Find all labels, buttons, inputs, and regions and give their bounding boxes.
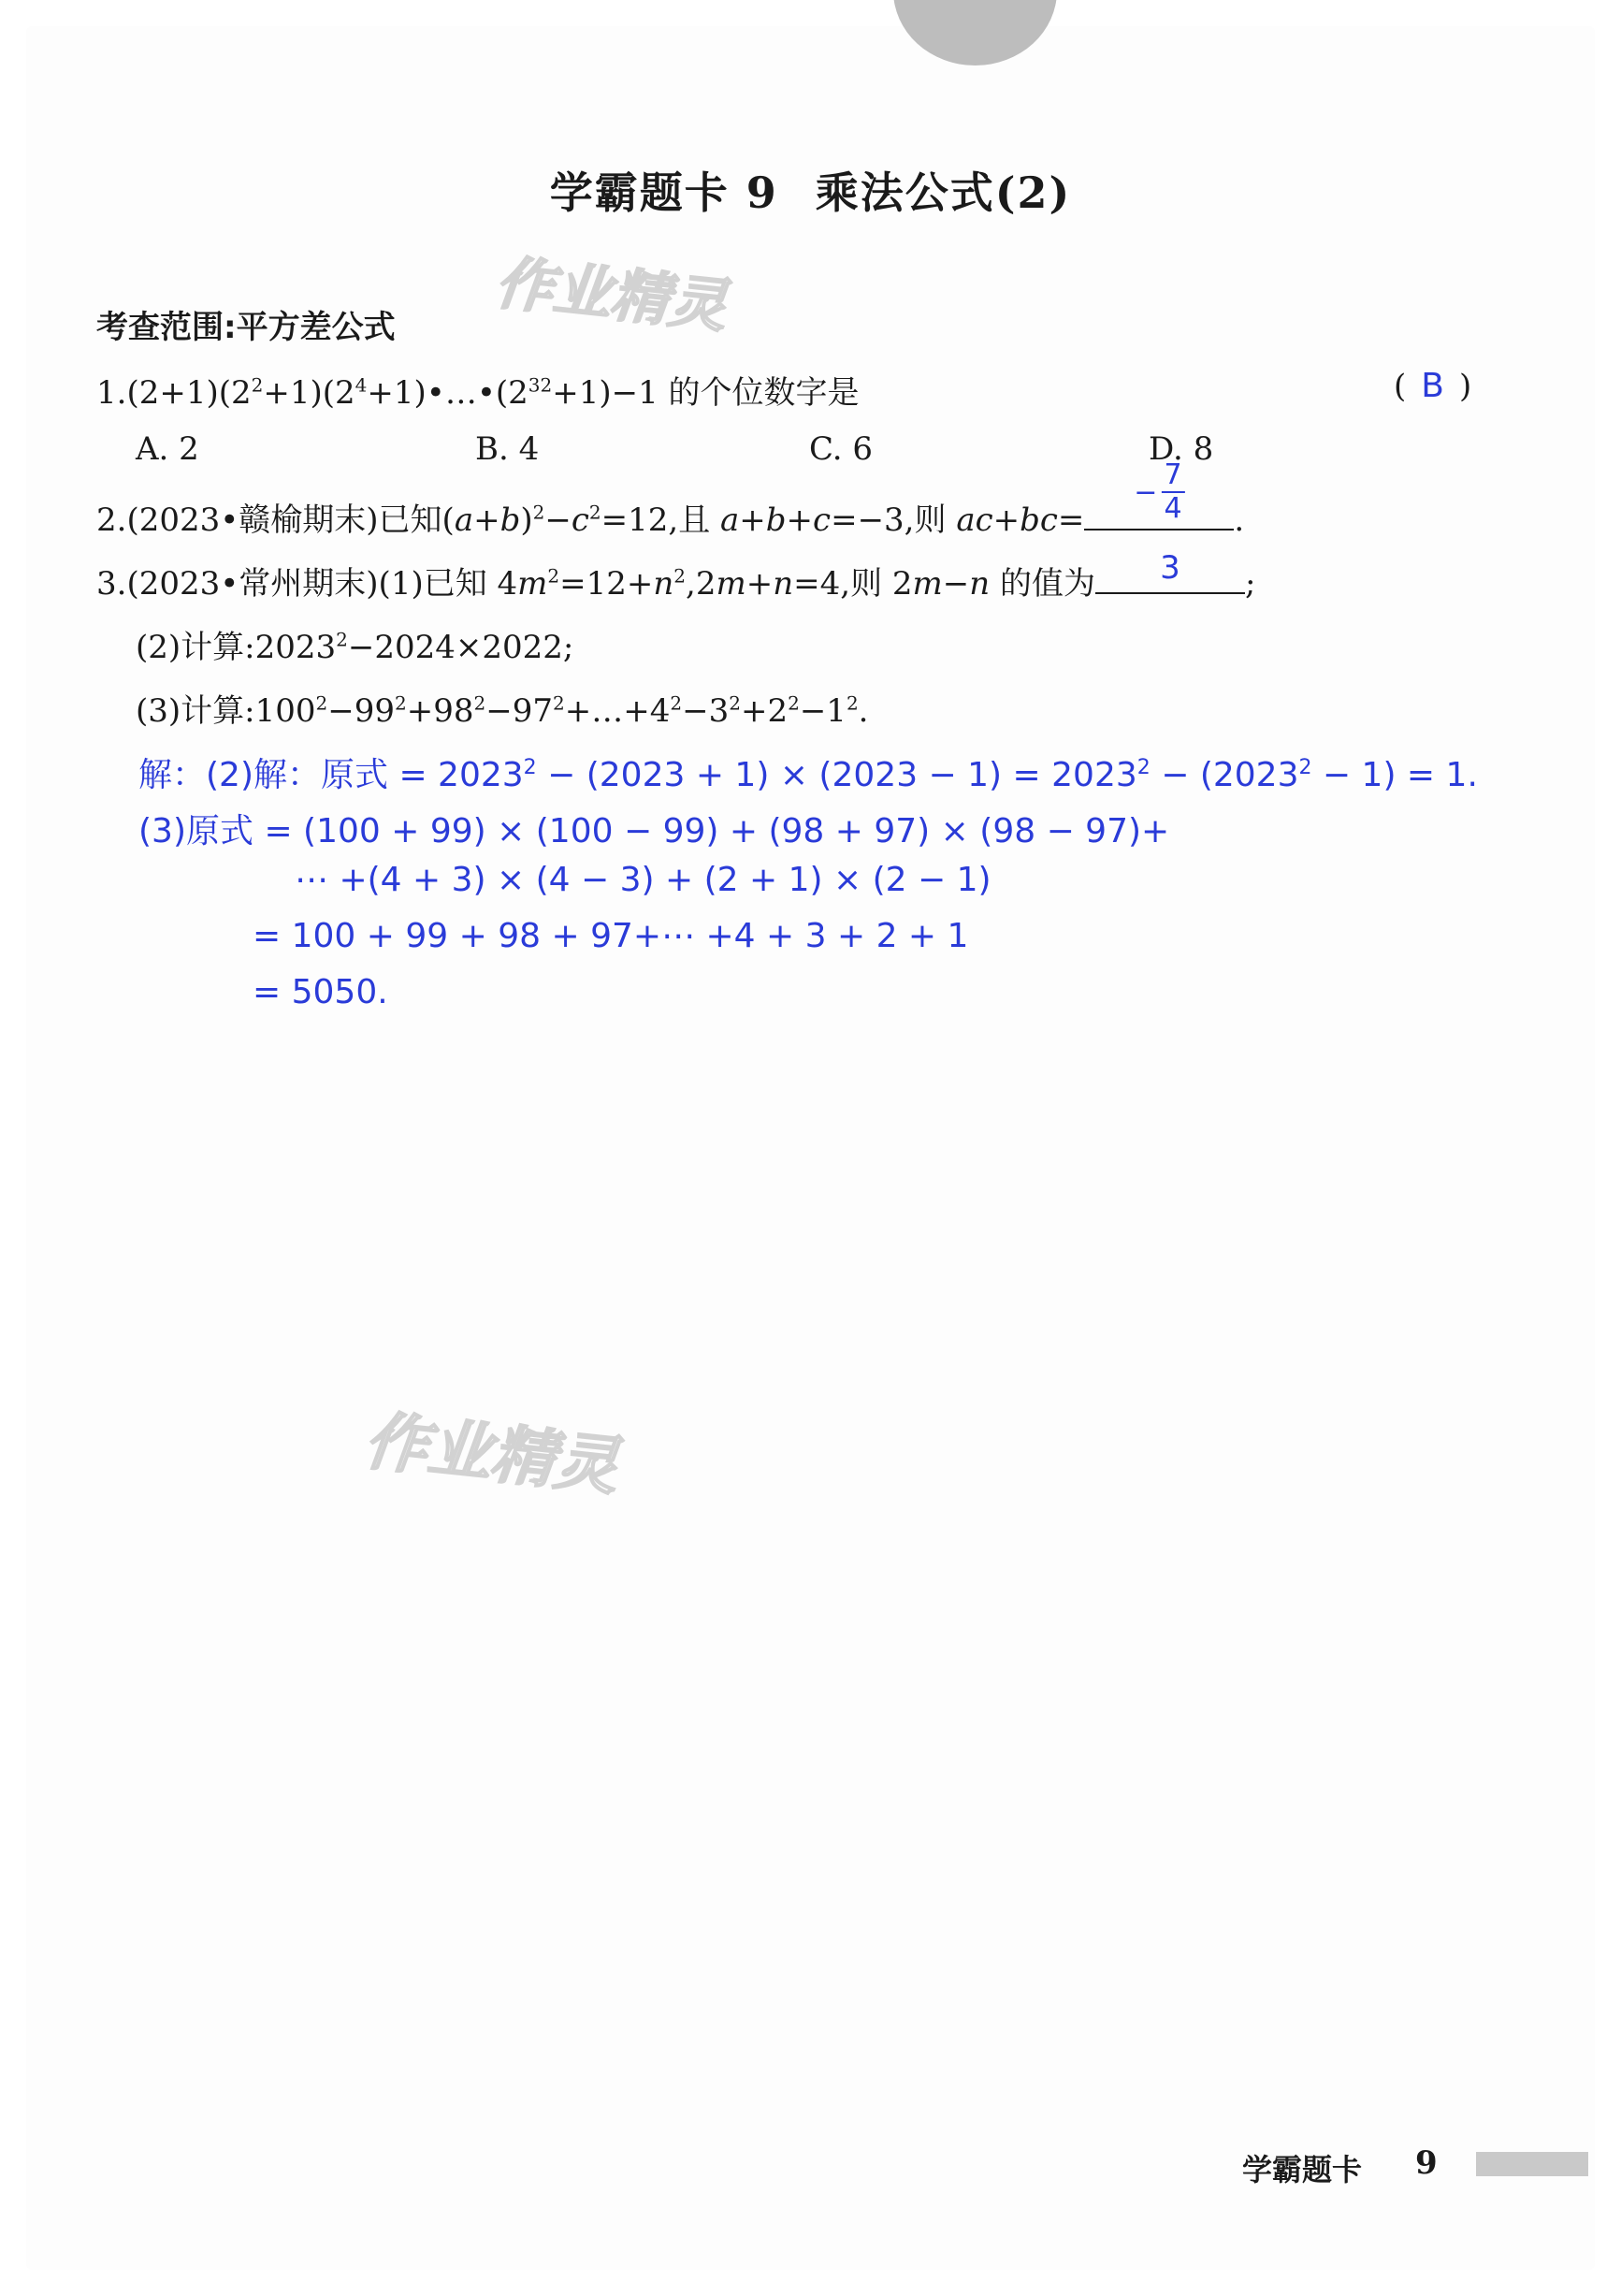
solution-line-3: ⋯ +(4 + 3) × (4 − 3) + (2 + 1) × (2 − 1) [295,861,991,899]
question-1-answer-box: ( B ) [1394,367,1472,405]
solution-line-4: = 100 + 99 + 98 + 97+⋯ +4 + 3 + 2 + 1 [253,917,969,955]
title-topic: 乘法公式(2) [815,167,1072,218]
solution-line-5: = 5050. [253,973,388,1011]
solution-line-2: (3)原式 = (100 + 99) × (100 − 99) + (98 + 97) × (98 − 97)+ [138,812,1170,850]
section-label: 考查范围:平方差公式 [96,309,396,346]
question-3: 3.(2023•常州期末)(1)已知 $4m^2=12+n^2,2m+n=4$,则 2m−n 的值为 3 ; [96,549,1256,603]
option-c: C. 6 [809,430,874,468]
footer-bar [1476,2152,1588,2176]
title-card-number: 学霸题卡 9 [549,167,778,218]
question-3-part-2: (2)计算$:2023^2-2024\times 2022$; [136,628,574,666]
question-2-blank [1084,458,1234,530]
solution-line-1: 解：(2)解：原式 = $2023^2 - (2023 + 1) \times (2023 - 1) = 2023^2 - (2023^2 - 1) = 1$. [138,756,1478,794]
option-b: B. 4 [475,430,540,468]
question-3-part-3: (3)计算$:100^2-99^2+98^2-97^2+\dots+4^2-3^2+2^2-1^2$. [136,691,869,730]
question-1-answer: B [1421,367,1444,405]
question-3-answer: 3 [1160,549,1180,587]
option-d: D. 8 [1149,430,1214,468]
question-3-blank [1095,549,1245,594]
option-a: A. 2 [136,430,199,468]
watermark-middle: 作业精灵 [360,1403,622,1504]
question-2: 2.(2023•赣榆期末)已知$(a+b)^2-c^2=12$,且 a+b+c=−3,则 ac+bc= − $\frac{7}{4}$ . [96,458,1245,539]
page-background [26,26,1595,2270]
question-1: $1.(2+1)(2^2+1)(2^4+1)•\dots•(2^{32}+1)-1$ 的个位数字是 [96,373,860,412]
page-title [0,159,1621,221]
page-number: 9 [1415,2144,1438,2182]
question-2-answer: − $\frac{7}{4}$ [1134,461,1184,523]
footer-label: 学霸题卡 [1242,2152,1363,2187]
watermark-top: 作业精灵 [492,248,731,341]
